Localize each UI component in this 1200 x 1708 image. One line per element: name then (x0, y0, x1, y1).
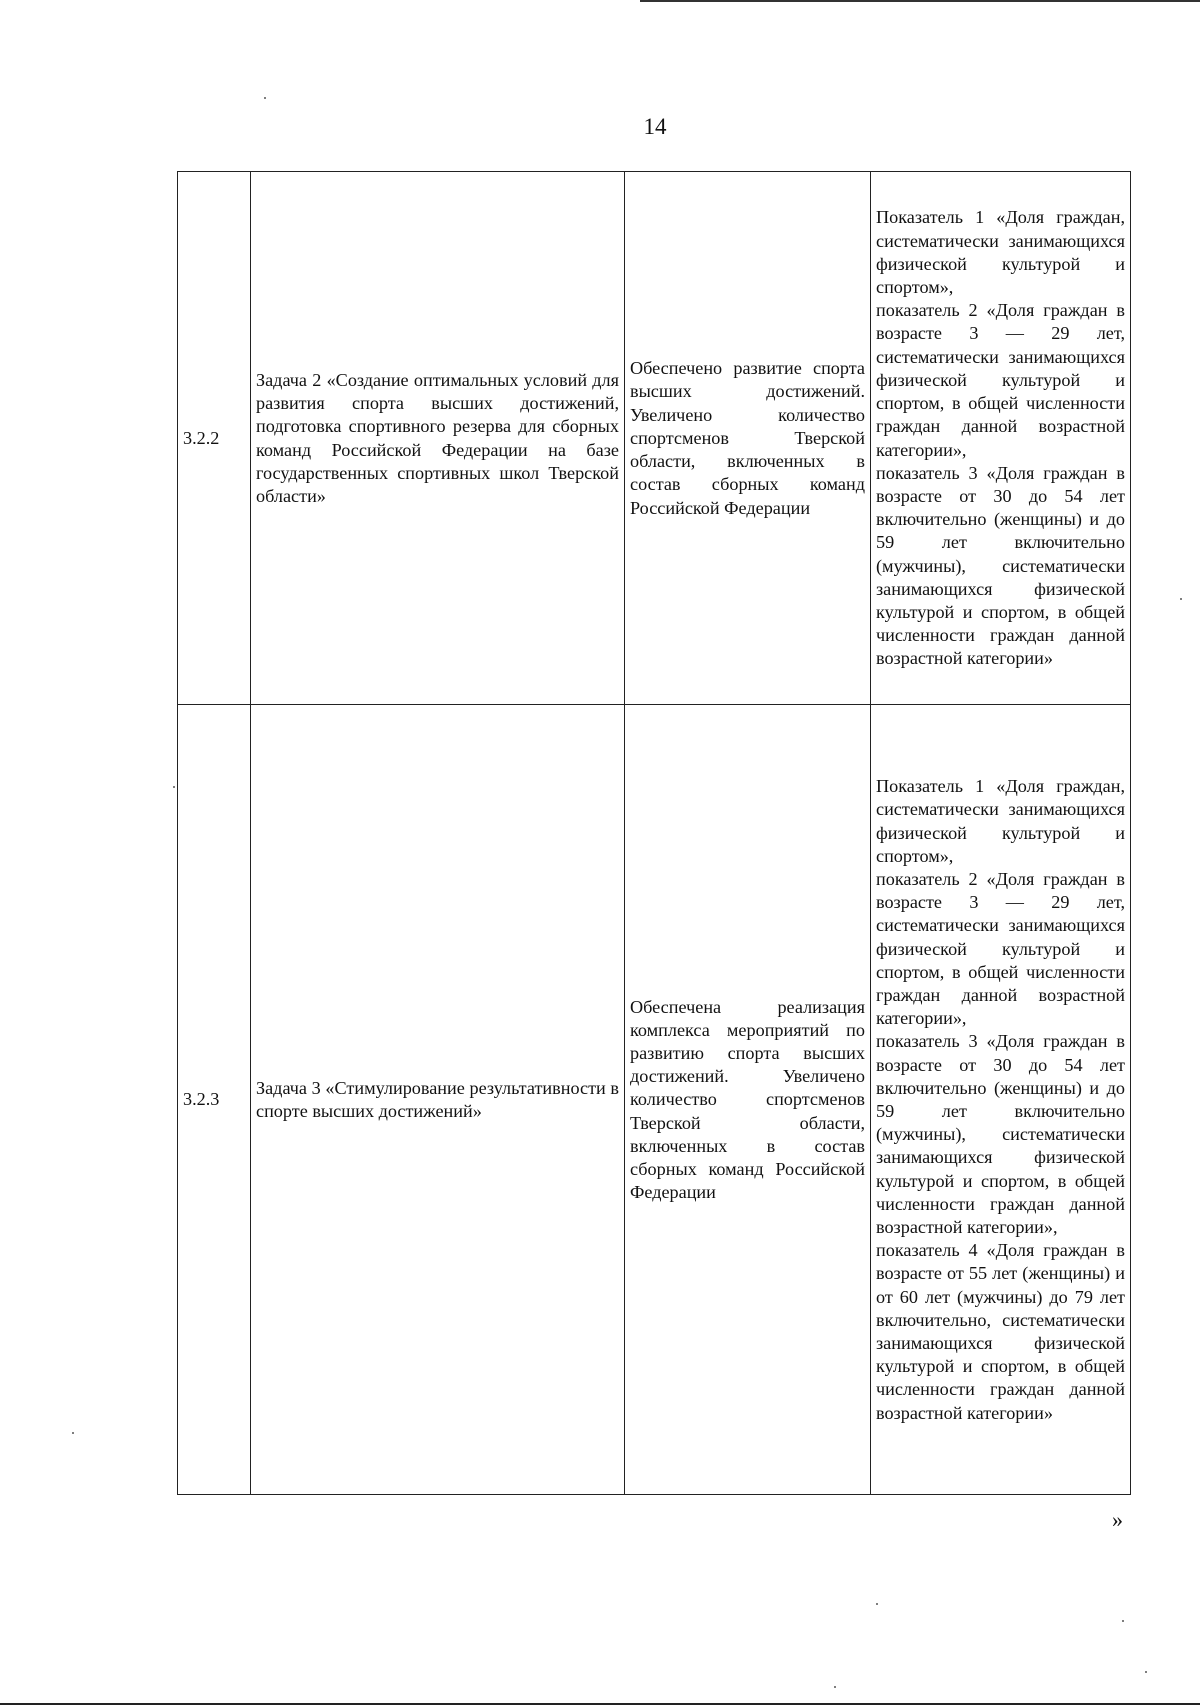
indicator-item: показатель 3 «Доля граждан в возрасте от 30 до 54 лет включительно (женщины) и до 59 лет включительно (мужчины), систематически занимающихся физической культурой и спортом, в общей численности граждан данной возрастной категории», (876, 1031, 1125, 1238)
indicators-cell (871, 705, 1131, 1495)
measures-table (177, 171, 1131, 1495)
page-number: 14 (643, 114, 667, 139)
table-row (178, 172, 1131, 705)
indicator-item: показатель 2 «Доля граждан в возрасте 3 — 29 лет, систематически занимающихся физической культурой и спортом, в общей численности граждан данной возрастной категории», (876, 300, 1125, 460)
scan-speck (264, 97, 266, 99)
scan-speck (72, 1432, 74, 1434)
indicator-item: Показатель 1 «Доля граждан, систематически занимающихся физической культурой и спортом», (876, 776, 1125, 866)
scan-speck (173, 786, 175, 788)
bottom-edge-line (0, 1703, 1200, 1705)
row-number: 3.2.3 (178, 705, 251, 1495)
indicator-item: Показатель 1 «Доля граждан, систематически занимающихся физической культурой и спортом», (876, 207, 1125, 298)
closing-quote: » (1112, 1507, 1123, 1532)
indicator-item: показатель 4 «Доля граждан в возрасте от 55 лет (женщины) и от 60 лет (мужчины) до 79 лет включительно, систематически занимающихся физической культурой и спортом, в общей численности граждан данной возрастной категории» (876, 1240, 1125, 1423)
scan-speck (834, 1686, 836, 1688)
task-cell: Задача 3 «Стимулирование результативности в спорте высших достижений» (251, 705, 625, 1495)
scan-speck (1180, 598, 1182, 600)
scan-speck (1145, 1671, 1147, 1673)
task-cell: Задача 2 «Создание оптимальных условий для развития спорта высших достижений, подготовка спортивного резерва для сборных команд Российской Федерации на базе государственных спортивных школ Тверской области» (251, 172, 625, 705)
result-cell: Обеспечена реализация комплекса мероприятий по развитию спорта высших достижений. Увеличено количество спортсменов Тверской области, включенных в состав сборных команд Российской Федерации (625, 705, 871, 1495)
table-row (178, 705, 1131, 1495)
indicator-item: показатель 2 «Доля граждан в возрасте 3 — 29 лет, систематически занимающихся физической культурой и спортом, в общей численности граждан данной возрастной категории», (876, 868, 1125, 1029)
indicators-cell (871, 172, 1131, 705)
scan-speck (1122, 1620, 1124, 1622)
result-cell: Обеспечено развитие спорта высших достижений. Увеличено количество спортсменов Тверской области, включенных в состав сборных команд Российской Федерации (625, 172, 871, 705)
indicator-item: показатель 3 «Доля граждан в возрасте от 30 до 54 лет включительно (женщины) и до 59 лет включительно (мужчины), систематически занимающихся физической культурой и спортом, в общей численности граждан данной возрастной категории» (876, 462, 1125, 669)
row-number: 3.2.2 (178, 172, 251, 705)
top-edge-line (640, 0, 1200, 2)
scan-speck (876, 1603, 878, 1605)
